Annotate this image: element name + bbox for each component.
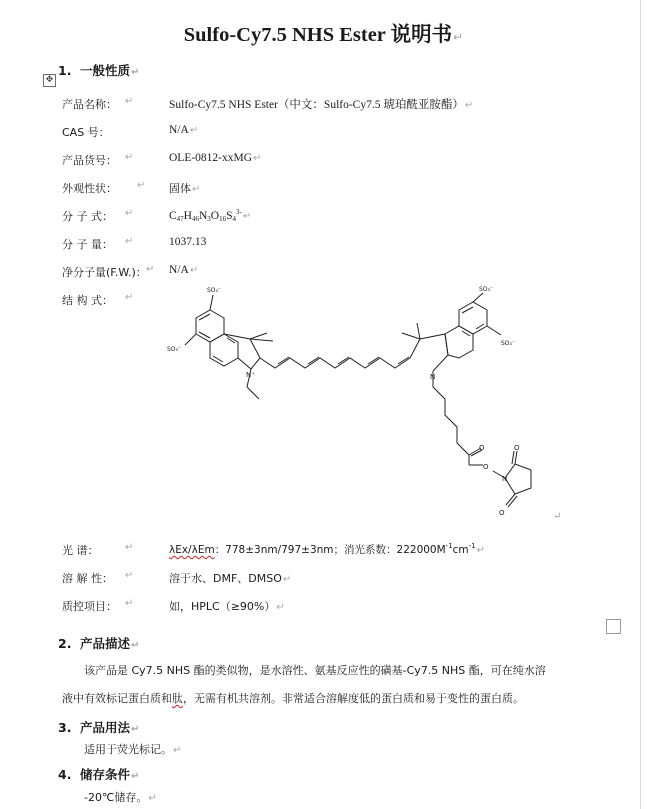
paragraph-mark: ↵ <box>553 511 562 522</box>
prop-value: 固体↵ <box>169 182 201 195</box>
prop-label: 溶 解 性： <box>62 572 113 585</box>
end-of-table-marker <box>606 619 621 634</box>
prop-value: 溶于水、DMF、DMSO↵ <box>169 572 292 585</box>
storage-text: -20℃储存。↵ <box>84 791 157 804</box>
prop-label: 产品名称： <box>62 98 117 111</box>
prop-value-formula: $C_{47}H_{46}N_3O_{16}S_4^{3-}↵$ <box>169 208 252 223</box>
section-heading-2: 2. 产品描述↵ <box>58 636 140 651</box>
section-heading-3: 3. 产品用法↵ <box>58 720 140 735</box>
n-imide-label: N <box>502 475 508 483</box>
section-heading-1: 1. 一般性质↵ <box>58 63 140 78</box>
tab-mark: ↵ <box>146 264 155 275</box>
tab-mark: ↵ <box>125 292 134 303</box>
tab-mark: ↵ <box>125 598 134 609</box>
description-line-2: 液中有效标记蛋白质和肽，无需有机共溶剂。非常适合溶解度低的蛋白质和易于变性的蛋白质。 <box>62 692 524 705</box>
prop-label: 分 子 量： <box>62 238 113 251</box>
tab-mark: ↵ <box>125 542 134 553</box>
prop-value: Sulfo-Cy7.5 NHS Ester（中文：Sulfo-Cy7.5 琥珀酰亚胺酯）↵ <box>169 99 474 111</box>
prop-value: N/A↵ <box>169 124 199 136</box>
description-line-1: 该产品是 Cy7.5 NHS 酯的类似物，是水溶性、氨基反应性的磺基-Cy7.5 NHS 酯，可在纯水溶 <box>84 664 546 677</box>
o-ester-label: O <box>483 463 489 471</box>
so3-label-3: SO₃⁻ <box>479 286 494 293</box>
prop-value: N/A↵ <box>169 264 199 276</box>
prop-label: 外观性状： <box>62 182 117 195</box>
prop-label: 净分子量(F.W.)： <box>62 266 147 279</box>
paragraph-mark: ↵ <box>453 30 464 44</box>
tab-mark: ↵ <box>125 96 134 107</box>
prop-value: 1037.13 <box>169 236 207 248</box>
o-imide-top-label: O <box>514 444 520 452</box>
document-title: Sulfo-Cy7.5 NHS Ester 说明书↵ <box>183 24 464 46</box>
o-imide-bottom-label: O <box>499 509 505 517</box>
prop-label: 产品货号： <box>62 154 117 167</box>
tab-mark: ↵ <box>125 570 134 581</box>
so3-label-2: SO₃⁻ <box>167 346 182 353</box>
prop-label: 质控项目： <box>62 600 117 613</box>
so3-label-1: SO₃⁻ <box>207 287 222 294</box>
tab-mark: ↵ <box>125 236 134 247</box>
n-label: N <box>430 373 436 381</box>
prop-value-spectrum: λEx/λEm：778±3nm/797±3nm；消光系数：$222000M^{-1}cm^{-1}↵$ <box>169 542 486 556</box>
prop-label: 结 构 式： <box>62 294 113 307</box>
tab-mark: ↵ <box>125 208 134 219</box>
n-plus-label: N⁺ <box>246 371 255 379</box>
tab-mark: ↵ <box>137 180 146 191</box>
prop-label: 光 谱： <box>62 544 99 557</box>
prop-value: OLE-0812-xxMG↵ <box>169 152 262 164</box>
prop-label: 分 子 式： <box>62 210 113 223</box>
chemical-structure-image <box>165 283 555 518</box>
prop-value: 如，HPLC（≥90%）↵ <box>169 600 285 613</box>
o-carbonyl-label: O <box>479 444 485 452</box>
so3-label-4: SO₃⁻ <box>501 340 516 347</box>
prop-label: CAS 号： <box>62 126 110 139</box>
section-heading-4: 4. 储存条件↵ <box>58 767 140 782</box>
tab-mark: ↵ <box>125 152 134 163</box>
usage-text: 适用于荧光标记。↵ <box>84 743 182 756</box>
table-move-handle-icon[interactable]: ✥ <box>43 74 56 87</box>
page-edge <box>640 0 641 809</box>
